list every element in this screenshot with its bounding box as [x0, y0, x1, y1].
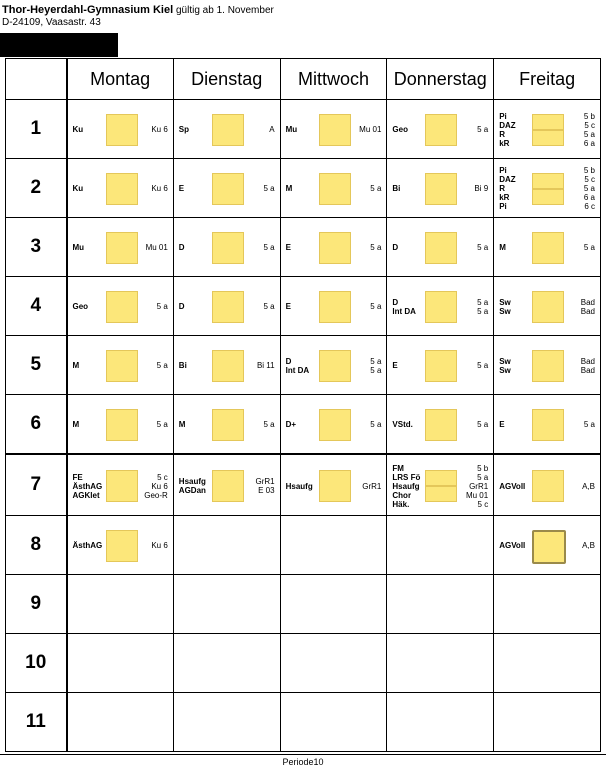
lesson-cell[interactable]: [280, 634, 387, 693]
lesson-cell[interactable]: [67, 277, 174, 336]
room-label: Ku 6: [151, 481, 168, 491]
room-label: 5 a: [477, 361, 489, 370]
room-label: 6 a: [583, 193, 595, 202]
redacted-bar: [0, 33, 118, 57]
lesson-color-block[interactable]: [212, 350, 244, 382]
room-label: 5 a: [477, 243, 489, 252]
subject-label: Sw: [499, 298, 511, 307]
room-label: 5 b: [583, 166, 595, 175]
lesson-color-block[interactable]: [319, 470, 351, 502]
room-label: A,B: [582, 541, 595, 550]
lesson-cell[interactable]: [280, 454, 387, 516]
room-label: 5 c: [157, 472, 168, 482]
period-number: 11: [6, 693, 67, 752]
lesson-color-block[interactable]: [212, 291, 244, 323]
lesson-color-block[interactable]: [532, 114, 564, 130]
period-number: 9: [6, 575, 67, 634]
lesson-cell[interactable]: [67, 395, 174, 454]
lesson-cell[interactable]: [67, 218, 174, 277]
subject-label: Bi: [178, 361, 187, 370]
lesson-cell[interactable]: [173, 575, 280, 634]
lesson-cell[interactable]: [494, 634, 601, 693]
room-label: 6 a: [583, 139, 595, 148]
day-header: Dienstag: [173, 59, 280, 100]
subject-label: M: [72, 361, 80, 370]
period-number: 8: [6, 516, 67, 575]
lesson-color-block[interactable]: [532, 232, 564, 264]
lesson-color-block[interactable]: [106, 409, 138, 441]
subject-label: AGVoll: [499, 541, 526, 550]
subject-label: E: [499, 420, 505, 429]
school-name: Thor-Heyerdahl-Gymnasium Kiel: [2, 4, 174, 16]
lesson-color-block[interactable]: [106, 350, 138, 382]
lesson-cell[interactable]: [173, 693, 280, 752]
room-label: 5 a: [263, 302, 275, 311]
lesson-cell[interactable]: [173, 454, 280, 516]
lesson-color-block[interactable]: [106, 114, 138, 146]
subject-label: D: [392, 298, 399, 307]
lesson-cell[interactable]: [280, 693, 387, 752]
period-number: 10: [6, 634, 67, 693]
period-number: 3: [6, 218, 67, 277]
subject-label: Bi: [392, 184, 401, 193]
room-label: Bad: [580, 298, 595, 307]
lesson-cell[interactable]: [67, 634, 174, 693]
subject-label: DAZ: [499, 175, 516, 184]
period-number: 1: [6, 100, 67, 159]
room-label: 5 a: [583, 130, 595, 139]
lesson-cell[interactable]: [280, 395, 387, 454]
lesson-cell[interactable]: [280, 516, 387, 575]
lesson-cell[interactable]: [280, 336, 387, 395]
lesson-color-block[interactable]: [319, 291, 351, 323]
subject-label: E: [285, 243, 291, 252]
lesson-cell[interactable]: [494, 454, 601, 516]
lesson-color-block[interactable]: [425, 232, 457, 264]
subject-label: Pi: [499, 166, 507, 175]
lesson-cell[interactable]: [67, 516, 174, 575]
lesson-cell[interactable]: [387, 454, 494, 516]
room-label: Mu 01: [359, 125, 382, 134]
lesson-cell[interactable]: [67, 693, 174, 752]
lesson-color-block[interactable]: [425, 486, 457, 502]
room-label: GrR1: [362, 481, 382, 491]
lesson-cell[interactable]: [494, 277, 601, 336]
room-label: 5 a: [370, 366, 382, 375]
lesson-color-block[interactable]: [532, 470, 564, 502]
subject-label: M: [178, 420, 186, 429]
lesson-cell[interactable]: [173, 218, 280, 277]
room-label: 5 a: [583, 243, 595, 252]
subject-label: Ku: [72, 125, 84, 134]
room-label: 5 a: [156, 420, 168, 429]
lesson-color-block[interactable]: [532, 409, 564, 441]
room-label: 5 a: [263, 420, 275, 429]
room-label: Bi 9: [474, 184, 489, 193]
subject-label: D: [285, 357, 292, 366]
lesson-cell[interactable]: [387, 693, 494, 752]
room-label: 5 c: [477, 499, 489, 509]
lesson-cell[interactable]: [280, 575, 387, 634]
lesson-cell[interactable]: [280, 218, 387, 277]
lesson-cell[interactable]: [67, 336, 174, 395]
room-label: GrR1: [255, 476, 275, 486]
lesson-color-block[interactable]: [106, 232, 138, 264]
lesson-color-block[interactable]: [212, 470, 244, 502]
lesson-cell[interactable]: [173, 100, 280, 159]
subject-label: FE: [72, 472, 83, 482]
lesson-cell[interactable]: [494, 100, 601, 159]
subject-label: AGDan: [178, 485, 206, 495]
subject-label: R: [499, 184, 505, 193]
lesson-color-block[interactable]: [106, 173, 138, 205]
subject-label: Pi: [499, 112, 507, 121]
lesson-color-block[interactable]: [212, 114, 244, 146]
room-label: 5 a: [156, 302, 168, 311]
lesson-cell[interactable]: [173, 516, 280, 575]
room-label: Ku 6: [151, 125, 168, 134]
lesson-color-block[interactable]: [106, 470, 138, 502]
subject-label: Sp: [178, 125, 190, 134]
subject-label: M: [285, 184, 293, 193]
lesson-color-block[interactable]: [212, 409, 244, 441]
room-label: Ku 6: [151, 541, 168, 550]
lesson-color-block[interactable]: [425, 173, 457, 205]
lesson-cell[interactable]: [494, 336, 601, 395]
subject-label: M: [499, 243, 506, 252]
subject-label: Hsaufg: [285, 481, 313, 491]
lesson-color-block[interactable]: [425, 291, 457, 323]
lesson-color-block[interactable]: [532, 291, 564, 323]
lesson-cell[interactable]: [387, 218, 494, 277]
room-label: 5 c: [584, 175, 595, 184]
lesson-cell[interactable]: [67, 575, 174, 634]
lesson-color-block[interactable]: [319, 114, 351, 146]
lesson-cell[interactable]: [494, 159, 601, 218]
subject-label: Sw: [499, 307, 511, 316]
lesson-color-block[interactable]: [319, 350, 351, 382]
lesson-cell[interactable]: [387, 159, 494, 218]
lesson-cell[interactable]: [173, 395, 280, 454]
period-number: 7: [6, 454, 67, 516]
lesson-cell[interactable]: [494, 693, 601, 752]
subject-label: Int DA: [392, 307, 416, 316]
room-label: Bi 11: [256, 361, 275, 370]
lesson-color-block[interactable]: [532, 173, 564, 189]
room-label: 5 a: [477, 420, 489, 429]
room-label: Geo-R: [144, 490, 168, 500]
school-address: D-24109, Vaasastr. 43: [2, 17, 101, 28]
lesson-cell[interactable]: [173, 277, 280, 336]
subject-label: ÄsthAG: [72, 541, 103, 550]
subject-label: VStd.: [392, 420, 413, 429]
lesson-cell[interactable]: [494, 395, 601, 454]
lesson-cell[interactable]: [387, 575, 494, 634]
period-number: 5: [6, 336, 67, 395]
room-label: 5 c: [584, 121, 595, 130]
subject-label: kR: [499, 139, 510, 148]
subject-label: FM: [392, 463, 404, 473]
lesson-color-block[interactable]: [212, 173, 244, 205]
lesson-cell[interactable]: [67, 159, 174, 218]
lesson-color-block[interactable]: [532, 350, 564, 382]
subject-label: E: [285, 302, 291, 311]
subject-label: Mu: [285, 125, 298, 134]
subject-label: D+: [285, 420, 297, 429]
day-header: Mittwoch: [280, 59, 387, 100]
room-label: Ku 6: [151, 184, 168, 193]
lesson-cell[interactable]: [494, 516, 601, 575]
lesson-cell[interactable]: [387, 277, 494, 336]
period-number: 4: [6, 277, 67, 336]
lesson-color-block[interactable]: [106, 291, 138, 323]
lesson-cell[interactable]: [173, 634, 280, 693]
room-label: 5 a: [583, 420, 595, 429]
room-label: 5 a: [477, 307, 489, 316]
subject-label: D: [178, 302, 185, 311]
room-label: Mu 01: [465, 490, 489, 500]
day-header: Freitag: [494, 59, 601, 100]
lesson-cell[interactable]: [387, 395, 494, 454]
room-label: 6 c: [584, 202, 595, 211]
lesson-cell[interactable]: [67, 454, 174, 516]
room-label: A,B: [582, 481, 595, 491]
subject-label: Sw: [499, 357, 511, 366]
subject-label: Hsaufg: [392, 481, 420, 491]
room-label: 5 a: [477, 298, 489, 307]
room-label: 5 a: [477, 472, 489, 482]
subject-label: Häk.: [392, 499, 410, 509]
room-label: 5 a: [370, 302, 382, 311]
subject-label: Hsaufg: [178, 476, 206, 486]
subject-label: E: [178, 184, 185, 193]
room-label: 5 a: [370, 357, 382, 366]
room-label: Bad: [580, 366, 595, 375]
room-label: 5 b: [583, 112, 595, 121]
corner-cell: [6, 59, 67, 100]
subject-label: AGVoll: [499, 481, 526, 491]
lesson-color-block[interactable]: [212, 232, 244, 264]
lesson-color-block[interactable]: [319, 232, 351, 264]
room-label: 5 a: [477, 125, 489, 134]
subject-label: D: [392, 243, 399, 252]
lesson-color-block[interactable]: [425, 409, 457, 441]
lesson-color-block[interactable]: [532, 530, 566, 564]
lesson-cell[interactable]: [387, 516, 494, 575]
lesson-color-block[interactable]: [106, 530, 138, 562]
subject-label: D: [178, 243, 185, 252]
lesson-color-block[interactable]: [532, 189, 564, 205]
subject-label: E: [392, 361, 398, 370]
room-label: Mu 01: [145, 243, 168, 252]
subject-label: Geo: [72, 302, 89, 311]
lesson-cell[interactable]: [280, 159, 387, 218]
subject-label: DAZ: [499, 121, 516, 130]
subject-label: Sw: [499, 366, 511, 375]
room-label: E 03: [258, 485, 275, 495]
subject-label: Pi: [499, 202, 507, 211]
lesson-cell[interactable]: [67, 100, 174, 159]
day-header: Montag: [67, 59, 174, 100]
lesson-color-block[interactable]: [425, 114, 457, 146]
subject-label: Ku: [72, 184, 84, 193]
lesson-color-block[interactable]: [319, 173, 351, 205]
period-number: 6: [6, 395, 67, 454]
room-label: A: [269, 125, 275, 134]
room-label: 5 b: [477, 463, 489, 473]
subject-label: LRS Fö: [392, 472, 421, 482]
subject-label: AGKlet: [72, 490, 100, 500]
lesson-cell[interactable]: [387, 100, 494, 159]
subject-label: Mu: [72, 243, 85, 252]
room-label: Bad: [580, 357, 595, 366]
room-label: GrR1: [469, 481, 489, 491]
subject-label: Chor: [392, 490, 412, 500]
room-label: 5 a: [370, 243, 382, 252]
room-label: Bad: [580, 307, 595, 316]
lesson-color-block[interactable]: [319, 409, 351, 441]
lesson-cell[interactable]: [387, 634, 494, 693]
period-number: 2: [6, 159, 67, 218]
subject-label: R: [499, 130, 505, 139]
subject-label: Int DA: [285, 366, 310, 375]
timetable: [5, 58, 601, 752]
lesson-cell[interactable]: [494, 218, 601, 277]
lesson-cell[interactable]: [280, 100, 387, 159]
room-label: 5 a: [263, 184, 275, 193]
lesson-color-block[interactable]: [425, 470, 457, 486]
lesson-cell[interactable]: [173, 159, 280, 218]
lesson-cell[interactable]: [494, 575, 601, 634]
period-footer: Periode10: [0, 754, 606, 767]
lesson-color-block[interactable]: [532, 130, 564, 146]
room-label: 5 a: [370, 420, 382, 429]
room-label: 5 a: [370, 184, 382, 193]
subject-label: M: [72, 420, 80, 429]
subject-label: Geo: [392, 125, 408, 134]
valid-from: gültig ab 1. November: [176, 5, 274, 16]
room-label: 5 a: [263, 243, 275, 252]
subject-label: kR: [499, 193, 510, 202]
lesson-cell[interactable]: [280, 277, 387, 336]
room-label: 5 a: [583, 184, 595, 193]
subject-label: ÄsthAG: [72, 481, 103, 491]
day-header: Donnerstag: [387, 59, 494, 100]
room-label: 5 a: [156, 361, 168, 370]
lesson-color-block[interactable]: [425, 350, 457, 382]
lesson-cell[interactable]: [387, 336, 494, 395]
lesson-cell[interactable]: [173, 336, 280, 395]
